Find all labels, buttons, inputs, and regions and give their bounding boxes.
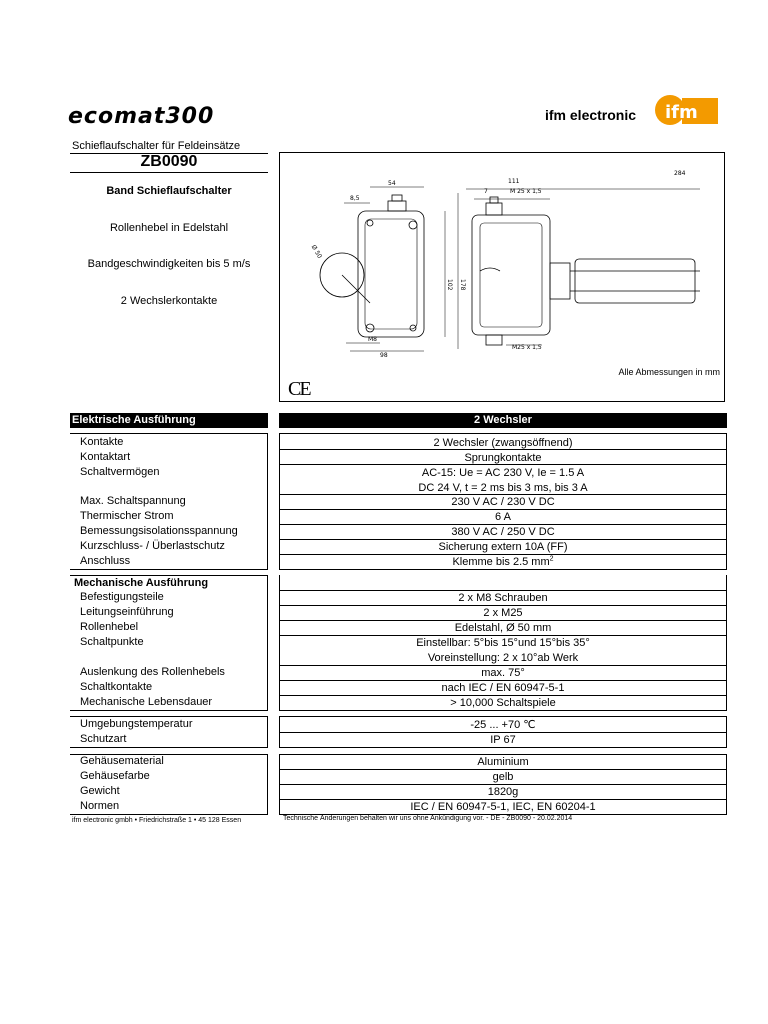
spec-value: > 10,000 Schaltspiele: [450, 697, 556, 709]
electrical-heading: Elektrische Ausführung: [70, 413, 268, 428]
svg-text:ifm: ifm: [665, 102, 698, 123]
ifm-logo: [654, 85, 720, 135]
product-model: ZB0090: [140, 153, 198, 170]
spec-value: 230 V AC / 230 V DC: [451, 496, 555, 508]
spec-value: Edelstahl, Ø 50 mm: [454, 622, 552, 634]
svg-text:111: 111: [508, 178, 520, 185]
svg-text:98: 98: [380, 352, 388, 359]
spec-label: Umgebungstemperatur: [80, 718, 193, 730]
footer-disclaimer: Technische Änderungen behalten wir uns ohne Ankündigung vor. - DE - ZB0090 - 20.02.2014: [283, 815, 573, 822]
spec-label: Thermischer Strom: [80, 510, 174, 522]
feature-4: 2 Wechslerkontakte: [120, 295, 218, 307]
spec-label: Schutzart: [80, 733, 127, 745]
spec-label: Rollenhebel: [80, 621, 139, 633]
spec-value: gelb: [492, 771, 514, 783]
svg-text:Ø 50: Ø 50: [309, 243, 323, 260]
svg-text:ecomat300: ecomat300: [68, 105, 215, 127]
ifm-company-name: ifm electronic: [545, 107, 637, 123]
spec-label: Gewicht: [80, 785, 120, 797]
spec-label: Normen: [80, 800, 120, 812]
electrical-column-heading: 2 Wechsler: [279, 413, 727, 428]
spec-label: Kurzschluss- / Überlastschutz: [80, 540, 225, 552]
spec-label: Kontaktart: [80, 451, 131, 463]
feature-2: Rollenhebel in Edelstahl: [109, 222, 229, 234]
drawing-labels: [280, 153, 726, 403]
spec-value: IP 67: [490, 734, 516, 746]
spec-label: Befestigungsteile: [80, 591, 164, 603]
ce-mark: CE: [288, 378, 310, 400]
svg-text:54: 54: [388, 180, 396, 187]
spec-value: Sprungkontakte: [464, 452, 542, 464]
svg-text:8,5: 8,5: [350, 195, 360, 202]
ecomat-logo: [68, 105, 230, 127]
product-subtitle: Schieflaufschalter für Feldeinsätze: [72, 140, 241, 152]
svg-text:M25 x 1,5: M25 x 1,5: [512, 344, 542, 351]
spec-label: Schaltvermögen: [80, 466, 160, 478]
spec-label: Gehäusematerial: [80, 755, 164, 767]
spec-value: Einstellbar: 5°bis 15°und 15°bis 35° Voreinstellung: 2 x 10°ab Werk: [416, 637, 590, 664]
spec-label: Auslenkung des Rollenhebels: [80, 666, 225, 678]
spec-value: 6 A: [495, 511, 511, 523]
mechanical-heading: Mechanische Ausführung: [74, 577, 209, 589]
spec-value: max. 75°: [481, 667, 525, 679]
svg-text:7: 7: [484, 188, 488, 195]
svg-text:M8: M8: [368, 336, 377, 343]
svg-text:284: 284: [674, 170, 686, 177]
footer-address: ifm electronic gmbh • Friedrichstraße 1 • 45 128 Essen: [72, 817, 242, 824]
spec-value: 1820g: [487, 786, 519, 798]
spec-value: 2 Wechsler (zwangsöffnend): [433, 437, 573, 449]
spec-value: IEC / EN 60947-5-1, IEC, EN 60204-1: [410, 801, 596, 813]
spec-value: 2 x M25: [483, 607, 523, 619]
spec-value: Sicherung extern 10A (FF): [438, 541, 568, 553]
feature-1: Band Schieflaufschalter: [106, 185, 232, 197]
dimensions-note: Alle Abmessungen in mm: [618, 367, 720, 377]
spec-label: Bemessungsisolationsspannung: [80, 525, 238, 537]
spec-label: Gehäusefarbe: [80, 770, 150, 782]
spec-value: -25 ... +70 ℃: [470, 719, 536, 731]
spec-value: Klemme bis 2.5 $mm^2$: [452, 555, 554, 568]
spec-value: nach IEC / EN 60947-5-1: [441, 682, 565, 694]
spec-label: Schaltkontakte: [80, 681, 153, 693]
svg-text:M 25 x 1,5: M 25 x 1,5: [510, 188, 542, 195]
dimension-drawing: [279, 152, 725, 402]
spec-label: Kontakte: [80, 436, 124, 448]
spec-value: 2 x M8 Schrauben: [458, 592, 548, 604]
svg-text:102: 102: [446, 279, 453, 291]
spec-value: AC-15: Ue = AC 230 V, Ie = 1.5 A DC 24 V, t = 2 ms bis 3 ms, bis 3 A: [418, 467, 588, 494]
spec-label: Schaltpunkte: [80, 636, 144, 648]
spec-label: Anschluss: [80, 555, 131, 567]
spec-label: Mechanische Lebensdauer: [80, 696, 213, 708]
svg-text:178: 178: [459, 279, 466, 291]
feature-3: Bandgeschwindigkeiten bis 5 m/s: [87, 258, 251, 270]
spec-value: 380 V AC / 250 V DC: [451, 526, 555, 538]
spec-label: Max. Schaltspannung: [80, 495, 186, 507]
spec-label: Leitungseinführung: [80, 606, 174, 618]
spec-value: Aluminium: [477, 756, 529, 768]
divider: [70, 172, 268, 173]
